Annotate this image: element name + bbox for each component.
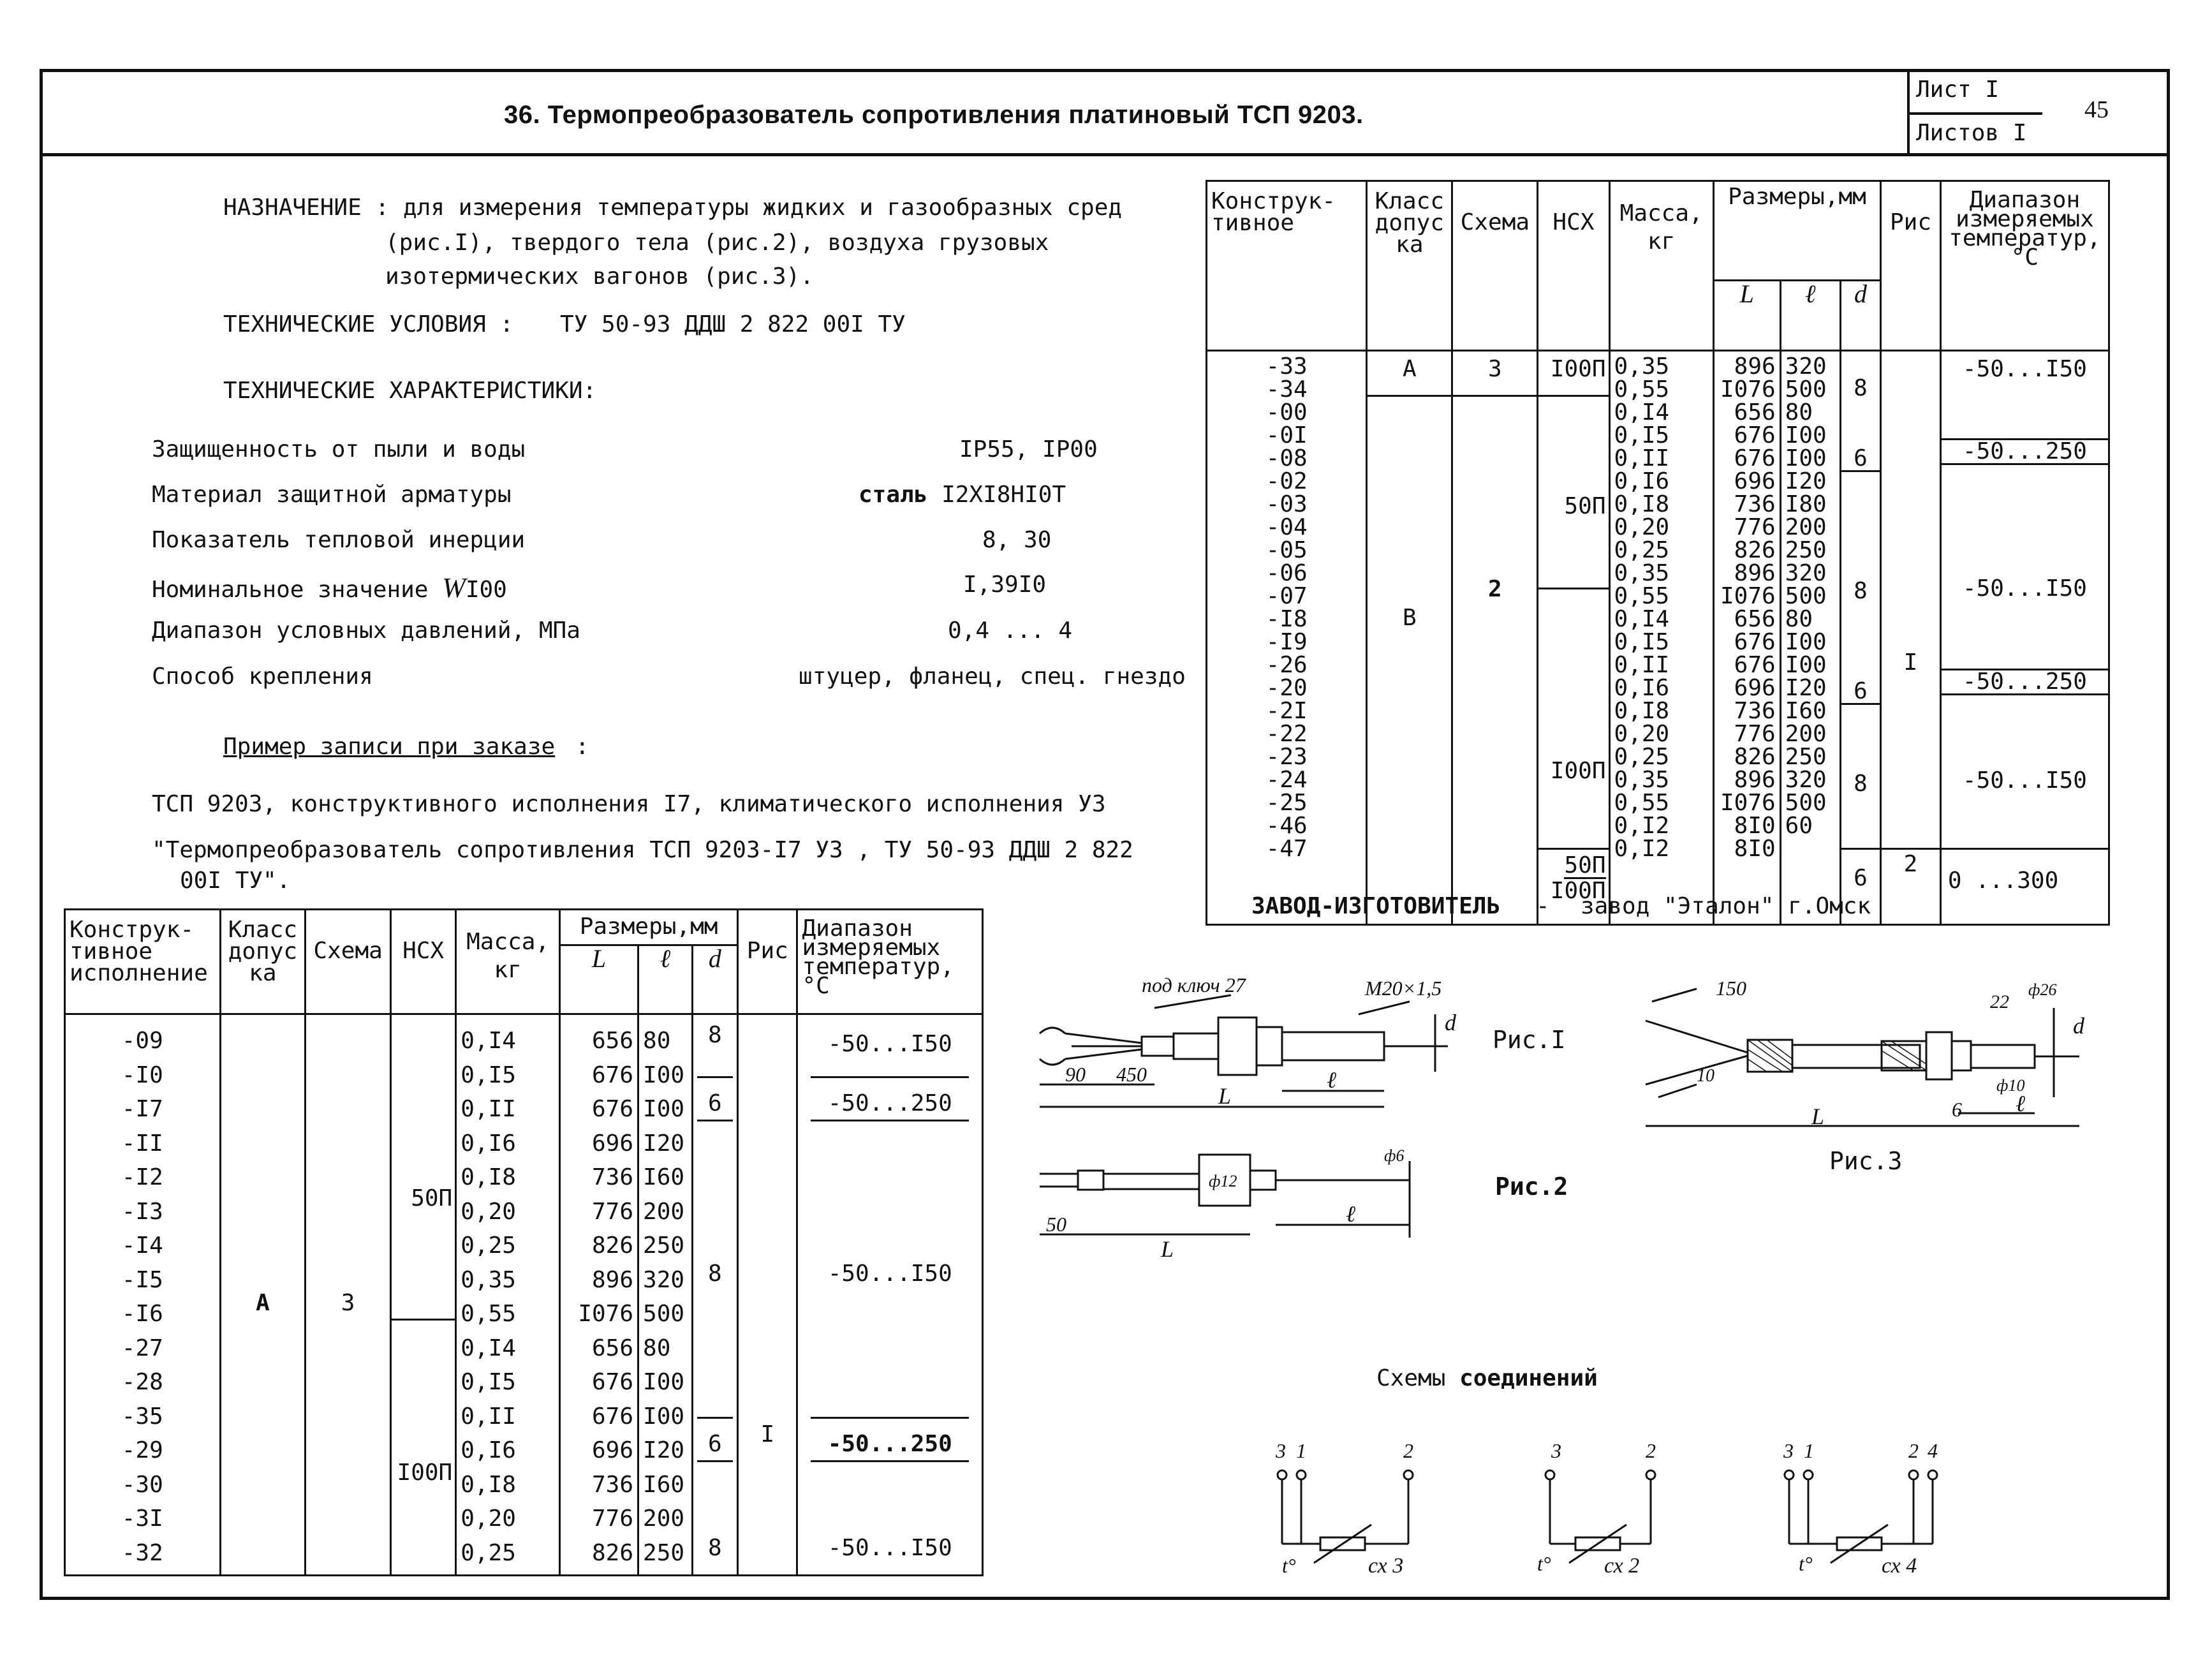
right-scheme-3: 3 [1488, 356, 1502, 382]
manufacturer-value: завод "Эталон" г.Омск [1581, 893, 1871, 919]
order-line-2: "Термопреобразователь сопротивления ТСП 9203-I7 У3 , ТУ 50-93 ДДШ 2 822 [152, 837, 1133, 863]
right-scheme-divider [1453, 395, 1537, 397]
left-d-8a: 8 [708, 1022, 722, 1048]
char-name-nominal [152, 572, 507, 604]
right-scheme [1452, 351, 1538, 925]
right-fig [1881, 351, 1941, 925]
right-tolerance-divider [1368, 395, 1451, 397]
left-d-8b: 8 [708, 1261, 722, 1287]
th-left-dims: Размеры,мм [560, 910, 738, 945]
left-d-6a: 6 [708, 1090, 722, 1116]
th-range: Диапазон измеряемых температур, °С [1940, 181, 2109, 351]
table-left [64, 908, 984, 1576]
right-nsh-100b: I00П [1550, 758, 1606, 784]
left-range-line-1 [811, 1076, 969, 1078]
schemes-title-regular: Схемы [1376, 1365, 1446, 1391]
left-range-c: -50...I50 [827, 1261, 952, 1287]
characteristics-title: ТЕХНИЧЕСКИЕ ХАРАКТЕРИСТИКИ: [223, 378, 597, 404]
left-fig-1: I [760, 1421, 775, 1447]
scheme3-n1: 1 [1296, 1439, 1306, 1462]
fig2-label: Рис.2 [1495, 1173, 1568, 1201]
scheme3-n2: 2 [1403, 1439, 1413, 1462]
right-range-c: -50...I50 [1962, 575, 2087, 602]
fig3-L-label: L [1811, 1104, 1825, 1129]
scheme4-t: t° [1799, 1552, 1813, 1575]
right-nsh-50: 50П [1564, 493, 1606, 519]
fig3-l-label: ℓ [2016, 1091, 2025, 1116]
fig3-10-label: 10 [1697, 1066, 1714, 1086]
th-left-fig: Рис [738, 910, 797, 1014]
th-left-L: L [560, 945, 638, 1014]
right-d-6a: 6 [1841, 447, 1880, 472]
sheets-label: Листов I [1916, 120, 2027, 146]
scheme-2-drawing [1518, 1435, 1684, 1582]
left-range-d: -50...250 [827, 1431, 952, 1457]
purpose-label: НАЗНАЧЕНИЕ : [223, 195, 390, 221]
right-nsh [1538, 351, 1609, 925]
scheme-3-drawing [1250, 1435, 1441, 1582]
figure-2-drawing [1027, 1136, 1435, 1263]
scheme2-n3: 3 [1551, 1439, 1561, 1462]
right-mass: 0,35 0,55 0,I4 0,I5 0,II 0,I6 0,I8 0,20 0,25 0,35 0,55 0,I4 0,I5 0,II 0,I6 0,I8 0,20 0,25 0,35 0,55 0,I2 0,I2 [1609, 351, 1713, 925]
scheme3-label: сх 3 [1368, 1554, 1404, 1578]
right-range-a: -50...I50 [1962, 356, 2087, 382]
right-l: 320 500 80 I00 I00 I20 I80 200 250 320 500 80 I00 I00 I20 I60 200 250 320 500 60 [1780, 351, 1840, 925]
left-range-a: -50...I50 [827, 1031, 952, 1057]
fig2-50-label: 50 [1046, 1213, 1066, 1236]
right-tolerance-a: A [1402, 356, 1417, 382]
right-d-6b: 6 [1841, 680, 1880, 705]
page-title: 36. Термопреобразователь сопротивления платиновый ТСП 9203. [504, 101, 1364, 129]
purpose-line-1: для измерения температуры жидких и газообразных сред [403, 195, 1123, 221]
th-tolerance: Класс допус ка [1367, 181, 1452, 351]
th-left-d: d [692, 945, 738, 1014]
char-value-material-grade: I2XI8HI0T [941, 482, 1066, 508]
right-nsh-divider-1 [1538, 395, 1608, 397]
char-name-nominal-text: Номинальное значение [152, 577, 429, 603]
fig1-label: Рис.I [1493, 1026, 1566, 1054]
left-nsh [390, 1014, 455, 1576]
right-nsh-50c: 50П [1564, 852, 1606, 878]
fig1-L-label: L [1218, 1083, 1232, 1109]
th-left-range: Диапазон измеряемых температур, °С [797, 910, 983, 1014]
char-value-mount: штуцер, фланец, спец. гнездо [799, 663, 1186, 690]
right-d-8b: 8 [1854, 578, 1868, 604]
left-l: 80 I00 I00 I20 I60 200 250 320 500 80 I00 I00 I20 I60 200 250 [638, 1014, 693, 1576]
right-scheme-2: 2 [1488, 576, 1502, 602]
left-mass: 0,I4 0,I5 0,II 0,I6 0,I8 0,20 0,25 0,35 0,55 0,I4 0,I5 0,II 0,I6 0,I8 0,20 0,25 [456, 1014, 560, 1576]
scheme3-n3: 3 [1276, 1439, 1286, 1462]
right-d [1840, 351, 1880, 925]
sheet-box [1907, 71, 2041, 154]
left-d-line-2 [697, 1120, 734, 1121]
fig1-90-label: 90 [1065, 1063, 1086, 1086]
fig3-label: Рис.3 [1829, 1147, 1903, 1175]
right-range-d: -50...250 [1942, 669, 2108, 695]
right-nsh-divider-3 [1538, 848, 1608, 850]
scheme2-n2: 2 [1646, 1439, 1656, 1462]
figure-1-drawing [1027, 957, 1473, 1148]
th-dims: Размеры,мм [1713, 181, 1880, 281]
left-designs: -09 -I0 -I7 -II -I2 -I3 -I4 -I5 -I6 -27 -28 -35 -29 -30 -3I -32 [65, 1014, 221, 1576]
char-name-dust: Защищенность от пыли и воды [152, 436, 526, 463]
figure-3-drawing [1633, 970, 2105, 1148]
fig3-d10-label: ф10 [1996, 1076, 2025, 1095]
fig3-6-label: 6 [1952, 1098, 1962, 1121]
th-left-nsh: НСХ [390, 910, 455, 1014]
left-nsh-100: I00П [397, 1460, 453, 1486]
scheme2-label: сх 2 [1604, 1554, 1640, 1578]
left-range [797, 1014, 983, 1576]
right-range-f: 0 ...300 [1947, 868, 2059, 894]
char-name-pressure: Диапазон условных давлений, МПа [152, 618, 580, 644]
left-d-line-3 [697, 1417, 734, 1419]
fig2-d6-label: ф6 [1384, 1146, 1405, 1165]
right-nsh-100: I00П [1550, 356, 1606, 382]
table-right [1206, 180, 2110, 926]
right-fig-2: 2 [1903, 851, 1918, 877]
th-left-scheme: Схема [306, 910, 391, 1014]
left-scheme [306, 1014, 391, 1576]
purpose-line-2: (рис.I), твердого тела (рис.2), воздуха грузовых [385, 230, 1049, 256]
right-d-8c: 8 [1854, 771, 1868, 797]
th-fig: Рис [1881, 181, 1941, 351]
left-range-line-2 [811, 1120, 969, 1121]
purpose-line-3: изотермических вагонов (рис.3). [385, 263, 814, 290]
scheme2-t: t° [1537, 1552, 1551, 1575]
th-left-l: ℓ [638, 945, 693, 1014]
order-line-3: 00I ТУ". [180, 868, 291, 894]
th-l: ℓ [1780, 281, 1840, 351]
left-d-6b: 6 [708, 1431, 722, 1457]
left-L: 656 676 676 696 736 776 826 896 I076 656 676 676 696 736 776 826 [560, 1014, 638, 1576]
char-value-material [859, 482, 1066, 508]
fig1-l-label: ℓ [1327, 1067, 1336, 1093]
right-d-divider [1841, 848, 1880, 850]
manufacturer-label: ЗАВОД-ИЗГОТОВИТЕЛЬ [1251, 893, 1501, 919]
th-left-tolerance: Класс допус ка [220, 910, 306, 1014]
th-mass: Масса, кг [1609, 181, 1713, 351]
right-tolerance-b: B [1402, 605, 1417, 631]
fig1-key-label: под ключ 27 [1142, 973, 1246, 996]
right-fig-1: I [1903, 649, 1918, 676]
fig3-d-label: d [2073, 1013, 2084, 1039]
scheme4-n1: 1 [1804, 1439, 1814, 1462]
scheme-4-drawing [1760, 1435, 1965, 1582]
order-line-1: ТСП 9203, конструктивного исполнения I7, климатического исполнения У3 [152, 791, 1106, 817]
scheme4-n4: 4 [1928, 1439, 1938, 1462]
th-d: d [1840, 281, 1880, 351]
order-example-colon: : [575, 734, 589, 760]
fig2-l-label: ℓ [1346, 1201, 1355, 1227]
tech-conditions-label: ТЕХНИЧЕСКИЕ УСЛОВИЯ : [223, 311, 514, 337]
left-tolerance [220, 1014, 306, 1576]
right-designs: -33 -34 -00 -0I -08 -02 -03 -04 -05 -06 -07 -I8 -I9 -26 -20 -2I -22 -23 -24 -25 -46 -47 [1207, 351, 1367, 925]
right-L: 896 I076 656 676 676 696 736 776 826 896 I076 656 676 676 696 736 776 826 896 I076 8I0 8I0 [1713, 351, 1780, 925]
fig2-d12-label: ф12 [1209, 1172, 1237, 1190]
left-range-line-3 [811, 1417, 969, 1419]
char-value-pressure: 0,4 ... 4 [948, 618, 1073, 644]
right-fig-divider [1882, 848, 1940, 850]
right-nsh-divider-2 [1538, 588, 1608, 589]
scheme4-n2: 2 [1908, 1439, 1919, 1462]
schemes-title-bold: соединений [1459, 1365, 1598, 1391]
scheme3-t: t° [1282, 1554, 1296, 1577]
th-nsh: НСХ [1538, 181, 1609, 351]
right-d-8a: 8 [1854, 375, 1868, 401]
char-name-nominal-symbol: W [442, 572, 466, 603]
left-scheme-3: 3 [341, 1290, 355, 1316]
left-tolerance-a: A [256, 1290, 270, 1316]
th-design: Конструк- тивное [1207, 181, 1367, 351]
schemes-title [1376, 1365, 1598, 1391]
left-range-e: -50...I50 [827, 1535, 952, 1561]
left-range-b: -50...250 [827, 1090, 952, 1116]
left-d [692, 1014, 738, 1576]
char-name-material: Материал защитной арматуры [152, 482, 512, 508]
fig1-wire-loops [1040, 1028, 1065, 1065]
char-value-inertia: 8, 30 [982, 527, 1052, 553]
char-value-dust: IP55, IP00 [959, 436, 1098, 463]
left-fig [738, 1014, 797, 1576]
fig1-450-label: 450 [1116, 1063, 1147, 1086]
left-d-8c: 8 [708, 1535, 722, 1561]
page-number: 45 [2084, 96, 2109, 123]
left-d-line-1 [697, 1076, 734, 1078]
fig3-150-label: 150 [1716, 977, 1746, 1000]
right-range-b: -50...250 [1942, 438, 2108, 465]
header-divider [40, 153, 2170, 156]
sheet-label: Лист I [1910, 71, 2042, 115]
fig3-braid-1 [1748, 1040, 1792, 1072]
left-nsh-50: 50П [411, 1185, 453, 1211]
th-left-design: Конструк- тивное исполнение [65, 910, 221, 1014]
char-name-nominal-suffix: I00 [465, 577, 507, 603]
char-name-inertia: Показатель тепловой инерции [152, 527, 526, 553]
fig2-L-label: L [1161, 1236, 1174, 1262]
right-nsh-100c: I00П [1550, 878, 1606, 904]
char-name-mount: Способ крепления [152, 663, 373, 690]
scheme4-label: сх 4 [1882, 1554, 1917, 1578]
left-range-line-4 [811, 1460, 969, 1462]
right-range-divider [1942, 848, 2108, 850]
th-left-mass: Масса, кг [456, 910, 560, 1014]
manufacturer-dash: - [1536, 893, 1550, 919]
tech-conditions-value: ТУ 50-93 ДДШ 2 822 00I ТУ [560, 311, 906, 337]
fig3-22-label: 22 [1990, 991, 2009, 1012]
order-example-title: Пример записи при заказе [223, 734, 556, 760]
fig3-d26-label: ф26 [2028, 981, 2057, 999]
char-value-nominal: I,39I0 [963, 572, 1047, 598]
fig1-d-label: d [1445, 1010, 1456, 1035]
left-nsh-divider [392, 1319, 455, 1321]
right-range-e: -50...I50 [1962, 767, 2087, 794]
right-range [1940, 351, 2109, 925]
right-d-6c: 6 [1854, 865, 1868, 891]
right-tolerance [1367, 351, 1452, 925]
th-scheme: Схема [1452, 181, 1538, 351]
left-d-line-4 [697, 1460, 734, 1462]
scheme4-n3: 3 [1783, 1439, 1794, 1462]
char-value-material-bold: сталь [859, 482, 928, 508]
th-L: L [1713, 281, 1780, 351]
fig1-thread-label: M20×1,5 [1365, 977, 1442, 1000]
